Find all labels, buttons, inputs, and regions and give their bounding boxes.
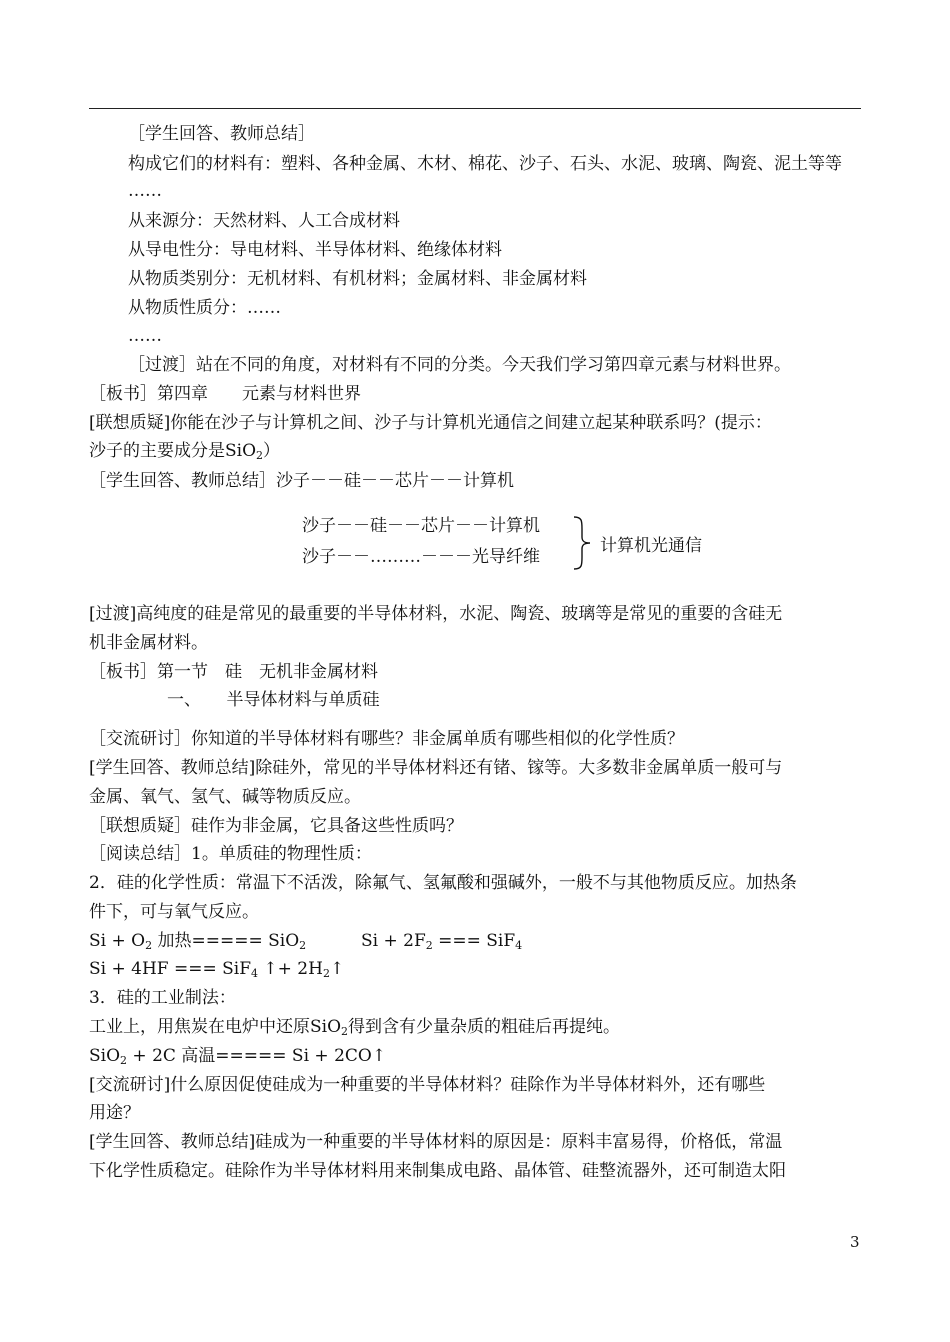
brace-icon xyxy=(570,515,598,571)
equation-si-o2: $Si + O_2$ 加热===== SiO$_2$ xyxy=(89,931,307,952)
text-line: 一、 半导体材料与单质硅 xyxy=(167,690,380,710)
text-line: 沙子的主要成分是SiO$_2$） xyxy=(89,441,281,462)
silicon-relationship-diagram xyxy=(302,515,732,573)
text-line: [过渡]高纯度的硅是常见的最重要的半导体材料，水泥、陶瓷、玻璃等是常见的重要的含硅无 xyxy=(89,604,783,624)
text-line: …… xyxy=(128,326,162,346)
header-rule xyxy=(89,108,861,109)
text-line: ［联想质疑］硅作为非金属，它具备这些性质吗？ xyxy=(89,816,463,836)
equation-si-f2: $Si + 2F_2$ === SiF$_4$ xyxy=(361,931,523,952)
text-line: 构成它们的材料有：塑料、各种金属、木材、棉花、沙子、石头、水泥、玻璃、陶瓷、泥土等等 xyxy=(128,154,842,174)
text-line: 用途？ xyxy=(89,1103,140,1123)
equation-si-hf: Si + 4HF === SiF$_4$ ↑+ $2H_2↑$ xyxy=(89,959,345,980)
text-line: ［交流研讨］你知道的半导体材料有哪些？非金属单质有哪些相似的化学性质？ xyxy=(89,729,684,749)
text-line: [联想质疑]你能在沙子与计算机之间、沙子与计算机光通信之间建立起某种联系吗？(提示： xyxy=(89,413,772,433)
text-line: ［过渡］站在不同的角度，对材料有不同的分类。今天我们学习第四章元素与材料世界。 xyxy=(128,355,791,375)
text-line: 金属、氧气、氢气、碱等物质反应。 xyxy=(89,787,361,807)
diagram-result: 计算机光通信 xyxy=(600,536,702,556)
text-line: 从导电性分：导电材料、半导体材料、绝缘体材料 xyxy=(128,240,502,260)
diagram-row-fiber: 沙子－－………－－－光导纤维 xyxy=(302,547,540,567)
text-line: [交流研讨]什么原因促使硅成为一种重要的半导体材料？硅除作为半导体材料外，还有哪些 xyxy=(89,1075,766,1095)
diagram-row-computer: 沙子－－硅－－芯片－－计算机 xyxy=(302,516,540,536)
text-line: ［板书］第一节 硅 无机非金属材料 xyxy=(89,662,378,682)
text-line: 从物质性质分：…… xyxy=(128,298,281,318)
text-line: 工业上，用焦炭在电炉中还原SiO$_2$得到含有少量杂质的粗硅后再提纯。 xyxy=(89,1017,621,1038)
text-line: ［学生回答、教师总结］沙子－－硅－－芯片－－计算机 xyxy=(89,471,514,491)
text-line: [学生回答、教师总结]除硅外，常见的半导体材料还有锗、镓等。大多数非金属单质一般可与 xyxy=(89,758,783,778)
text-line: 件下，可与氧气反应。 xyxy=(89,902,259,922)
text-line: 从来源分：天然材料、人工合成材料 xyxy=(128,211,400,231)
text-line: 机非金属材料。 xyxy=(89,633,208,653)
text-line: 下化学性质稳定。硅除作为半导体材料用来制集成电路、晶体管、硅整流器外，还可制造太阳 xyxy=(89,1161,786,1181)
text-line: 从物质类别分：无机材料、有机材料；金属材料、非金属材料 xyxy=(128,269,587,289)
text-line: ［板书］第四章 元素与材料世界 xyxy=(89,384,361,404)
equation-sio2-c: SiO$_2$ + 2C 高温===== Si + 2CO↑ xyxy=(89,1046,387,1067)
page-number: 3 xyxy=(850,1233,860,1251)
text-line: [学生回答、教师总结]硅成为一种重要的半导体材料的原因是：原料丰富易得，价格低，常温 xyxy=(89,1132,783,1152)
text-line: 3．硅的工业制法： xyxy=(89,988,236,1008)
text-line: …… xyxy=(128,181,162,201)
text-line: ［学生回答、教师总结］ xyxy=(128,124,315,144)
text-line: 2．硅的化学性质：常温下不活泼，除氟气、氢氟酸和强碱外，一般不与其他物质反应。加热条 xyxy=(89,873,797,893)
text-line: ［阅读总结］1。单质硅的物理性质： xyxy=(89,844,372,864)
